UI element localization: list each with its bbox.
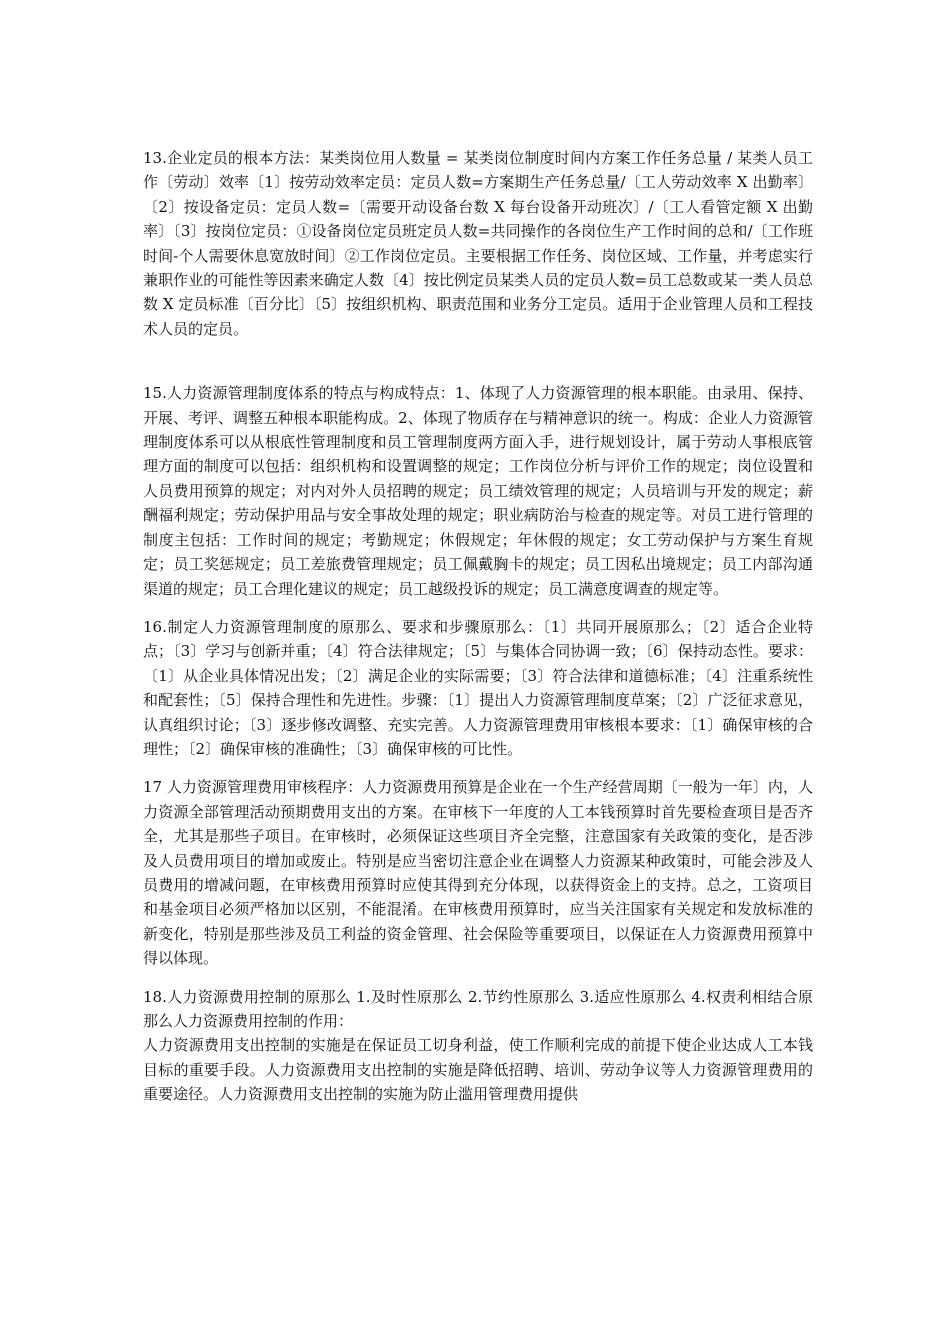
section-17-paragraph: 17 人力资源管理费用审核程序：人力资源费用预算是企业在一个生产经营周期〔一般为一年〕内，人力资源全部管理活动预期费用支出的方案。在审核下一年度的人工本钱预算时首先要检查项目是否齐全，尤其是那些子项目。在审核时，必须保证这些项目齐全完整，注意国家有关政策的变化，是否涉及人员费用项目的增加或废止。特别是应当密切注意企业在调整人力资源某种政策时，可能会涉及人员费用的增减问题，在审核费用预算时应使其得到充分体现，以获得资金上的支持。总之，工资项目和基金项目必须严格加以区别，不能混淆。在审核费用预算时，应当关注国家有关规定和发放标准的新变化，特别是那些涉及员工利益的资金管理、社会保险等重要项目，以保证在人力资源费用预算中得以体现。	[143, 778, 813, 968]
document-page	[143, 146, 813, 1107]
section-18-heading-paragraph: 18.人力资源费用控制的原那么 1.及时性原那么 2.节约性原那么 3.适应性原那么 4.权责利相结合原那么人力资源费用控制的作用：	[143, 987, 813, 1030]
section-divider	[143, 341, 813, 381]
section-15-paragraph: 15.人力资源管理制度体系的特点与构成特点：1、体现了人力资源管理的根本职能。由录用、保持、开展、考评、调整五种根本职能构成。2、体现了物质存在与精神意识的统一。构成：企业人力资源管理制度体系可以从根底性管理制度和员工管理制度两方面入手，进行规划设计，属于劳动人事根底管理方面的制度可以包括：组织机构和设置调整的规定；工作岗位分析与评价工作的规定；岗位设置和人员费用预算的规定；对内对外人员招聘的规定；员工绩效管理的规定；人员培训与开发的规定；薪酬福利规定；劳动保护用品与安全事故处理的规定；职业病防治与检查的规定等。对员工进行管理的制度主包括：工作时间的规定；考勤规定；休假规定；年休假的规定；女工劳动保护与方案生育规定；员工奖惩规定；员工差旅费管理规定；员工佩戴胸卡的规定；员工因私出境规定；员工内部沟通渠道的规定；员工合理化建议的规定；员工越级投诉的规定；员工满意度调查的规定等。	[143, 384, 813, 598]
section-divider	[143, 601, 813, 615]
section-divider	[143, 971, 813, 985]
section-18-body-paragraph: 人力资源费用支出控制的实施是在保证员工切身利益，使工作顺利完成的前提下使企业达成人工本钱目标的重要手段。人力资源费用支出控制的实施是降低招聘、培训、劳动争议等人力资源管理费用的重要途径。人力资源费用支出控制的实施为防止滥用管理费用提供	[143, 1036, 813, 1104]
section-13-paragraph: 13.企业定员的根本方法：某类岗位用人数量 = 某类岗位制度时间内方案工作任务总量 / 某类人员工作〔劳动〕效率〔1〕按劳动效率定员：定员人数=方案期生产任务总量/〔工人劳动效率 X 出勤率〕〔2〕按设备定员：定员人数=〔需要开动设备台数 X 每台设备开动班次〕/〔工人看管定额 X 出勤率〕〔3〕按岗位定员：①设备岗位定员班定员人数=共同操作的各岗位生产工作时间的总和/〔工作班时间-个人需要休息宽放时间〕②工作岗位定员。主要根据工作任务、岗位区域、工作量，并考虑实行兼职作业的可能性等因素来确定人数〔4〕按比例定员某类人员的定员人数=员工总数或某一类人员总数 X 定员标准〔百分比〕〔5〕按组织机构、职责范围和业务分工定员。适用于企业管理人员和工程技术人员的定员。	[143, 149, 813, 338]
section-divider	[143, 761, 813, 775]
section-16-paragraph: 16.制定人力资源管理制度的原那么、要求和步骤原那么：〔1〕共同开展原那么；〔2〕适合企业特点；〔3〕学习与创新并重；〔4〕符合法律规定；〔5〕与集体合同协调一致；〔6〕保持动态性。要求：〔1〕从企业具体情况出发；〔2〕满足企业的实际需要；〔3〕符合法律和道德标准；〔4〕注重系统性和配套性；〔5〕保持合理性和先进性。步骤：〔1〕提出人力资源管理制度草案；〔2〕广泛征求意见，认真组织讨论；〔3〕逐步修改调整、充实完善。人力资源管理费用审核根本要求：〔1〕确保审核的合理性；〔2〕确保审核的准确性；〔3〕确保审核的可比性。	[143, 617, 813, 758]
